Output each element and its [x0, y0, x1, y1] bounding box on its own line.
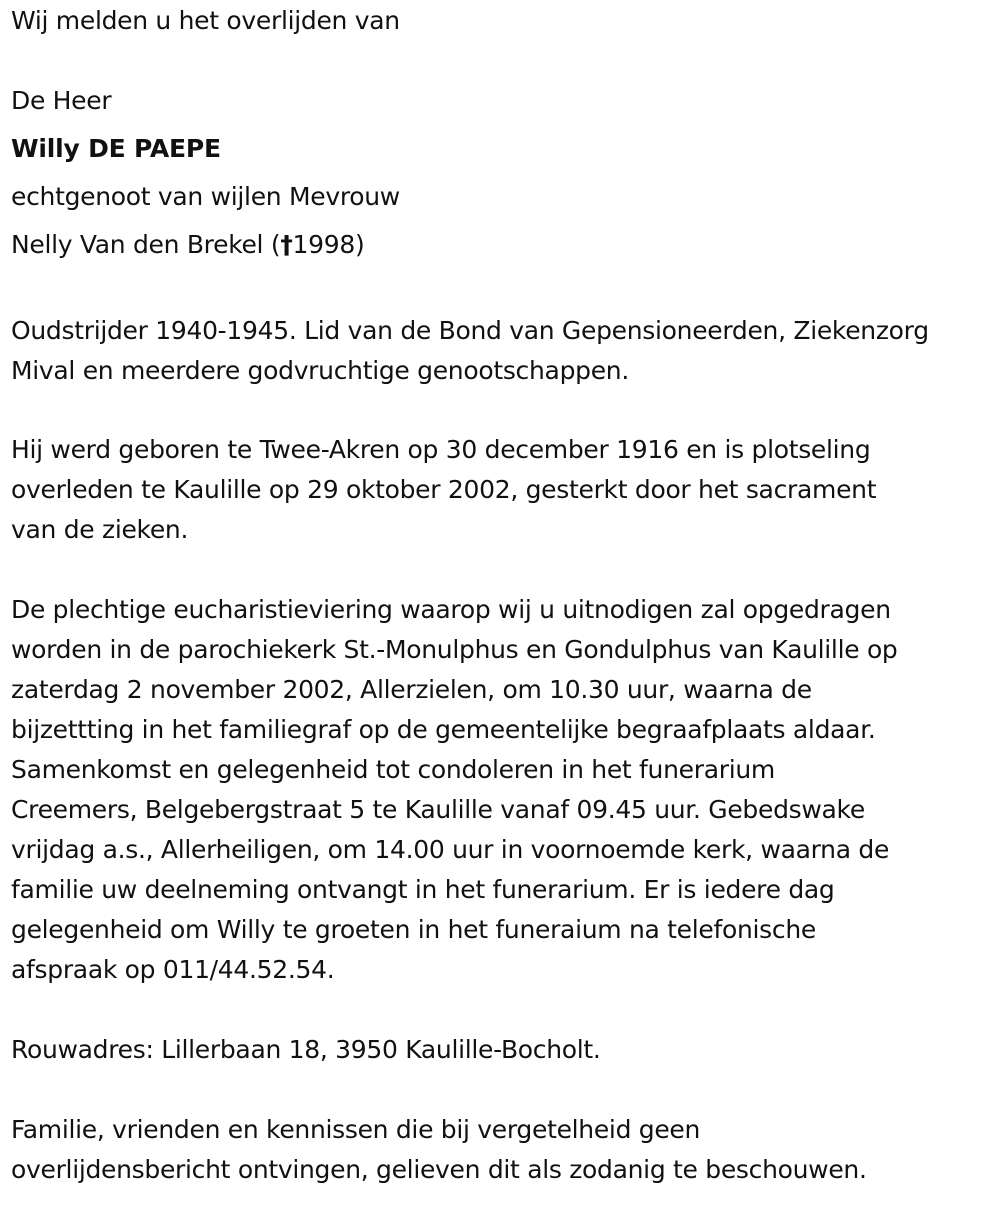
spouse-death-year: 1998): [292, 230, 365, 259]
paragraph-line: Samenkomst en gelegenheid tot condoleren in het funerarium: [11, 755, 775, 784]
birth-death-paragraph: [11, 430, 876, 550]
paragraph-line: Mival en meerdere godvruchtige genootschappen.: [11, 356, 629, 385]
paragraph-line: Familie, vrienden en kennissen die bij vergetelheid geen: [11, 1115, 701, 1144]
paragraph-line: bijzettting in het familiegraf op de gemeentelijke begraafplaats aldaar.: [11, 715, 876, 744]
paragraph-line: Creemers, Belgebergstraat 5 te Kaulille vanaf 09.45 uur. Gebedswake: [11, 795, 865, 824]
paragraph-line: zaterdag 2 november 2002, Allerzielen, om 10.30 uur, waarna de: [11, 675, 812, 704]
paragraph-line: overlijdensbericht ontvingen, gelieven dit als zodanig te beschouwen.: [11, 1155, 867, 1184]
paragraph-line: gelegenheid om Willy te groeten in het funeraium na telefonische: [11, 915, 816, 944]
paragraph-line: De plechtige eucharistieviering waarop wij u uitnodigen zal opgedragen: [11, 595, 891, 624]
cross-icon: †: [280, 230, 293, 259]
spouse-name-line: [11, 230, 364, 259]
paragraph-line: Hij werd geboren te Twee-Akren op 30 december 1916 en is plotseling: [11, 435, 871, 464]
membership-paragraph: [11, 311, 929, 391]
paragraph-line: worden in de parochiekerk St.-Monulphus en Gondulphus van Kaulille op: [11, 635, 898, 664]
honorific: De Heer: [11, 86, 112, 115]
spouse-intro: echtgenoot van wijlen Mevrouw: [11, 182, 400, 211]
paragraph-line: van de zieken.: [11, 515, 189, 544]
intro-text: Wij melden u het overlijden van: [11, 6, 400, 35]
spouse-name: Nelly Van den Brekel (: [11, 230, 281, 259]
ceremony-paragraph: [11, 590, 898, 990]
paragraph-line: afspraak op 011/44.52.54.: [11, 955, 335, 984]
address-paragraph: [11, 1030, 601, 1070]
family-paragraph: [11, 1110, 867, 1190]
paragraph-line: vrijdag a.s., Allerheiligen, om 14.00 uur in voornoemde kerk, waarna de: [11, 835, 890, 864]
paragraph-line: Oudstrijder 1940-1945. Lid van de Bond van Gepensioneerden, Ziekenzorg: [11, 316, 929, 345]
deceased-name: Willy DE PAEPE: [11, 134, 221, 163]
paragraph-line: familie uw deelneming ontvangt in het funerarium. Er is iedere dag: [11, 875, 835, 904]
paragraph-line: Rouwadres: Lillerbaan 18, 3950 Kaulille-Bocholt.: [11, 1035, 601, 1064]
paragraph-line: overleden te Kaulille op 29 oktober 2002, gesterkt door het sacrament: [11, 475, 877, 504]
